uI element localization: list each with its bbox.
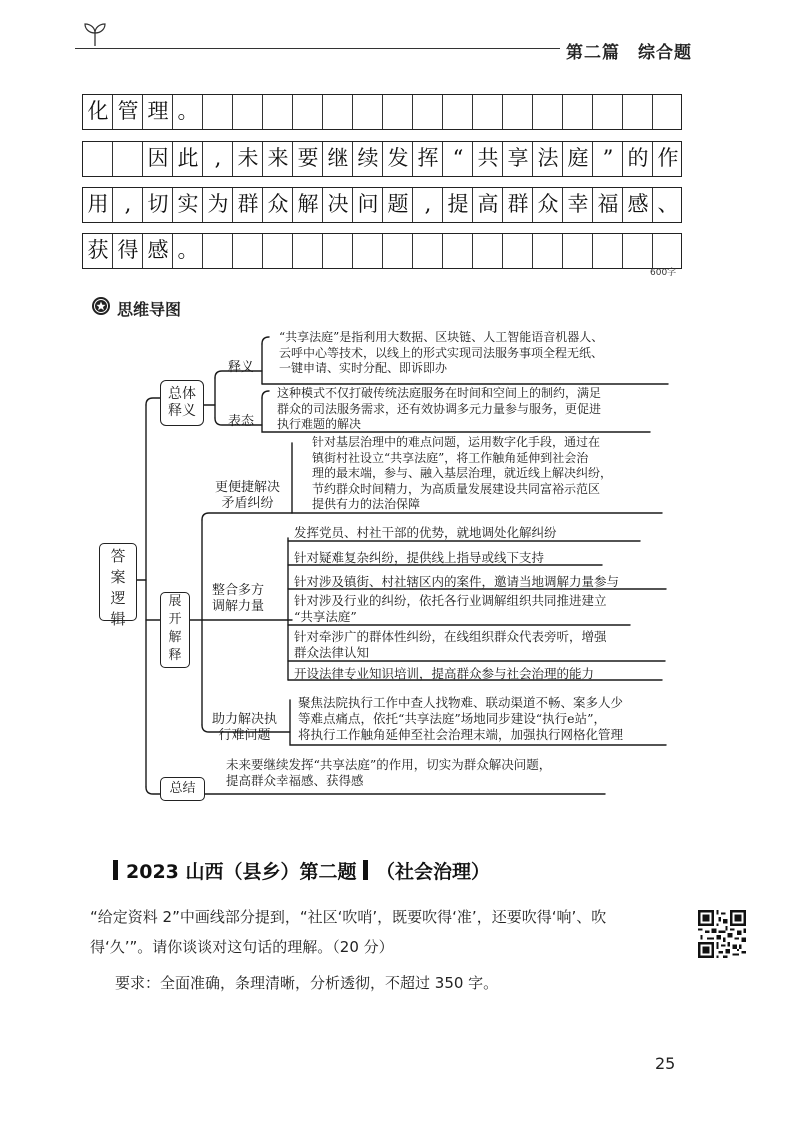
grid-char: 得 xyxy=(117,238,139,262)
grid-char: 解 xyxy=(297,192,319,216)
definition-label: 释义 xyxy=(228,360,255,375)
grid-char: 高 xyxy=(477,192,499,216)
question-prompt-line2: 得‘久’”。请你谈谈对这句话的理解。（20 分） xyxy=(90,938,394,956)
summary-label: 总结 xyxy=(169,781,196,796)
question-requirement: 要求：全面准确，条理清晰，分析透彻，不超过 350 字。 xyxy=(115,974,499,992)
grid-char: 作 xyxy=(657,146,679,170)
grid-char: 要 xyxy=(297,146,319,170)
grid-char: 继 xyxy=(327,146,349,170)
attitude-text: 这种模式不仅打破传统法庭服务在时间和空间上的制约，满足 群众的司法服务需求，还有效协调多元力量参与服务，更促进 执行难题的解决 xyxy=(277,386,602,431)
grid-char: 。 xyxy=(177,99,199,123)
grid-char: 化 xyxy=(87,99,109,123)
overview-label: 总体 释义 xyxy=(168,386,196,419)
grid-char: 众 xyxy=(537,192,559,216)
integrate-item: 针对疑难复杂纠纷，提供线上指导或线下支持 xyxy=(294,550,545,565)
grid-char: 因 xyxy=(147,146,169,170)
root-label: 答案逻辑 xyxy=(110,547,126,628)
grid-char: “ xyxy=(452,146,464,170)
title-bar-left xyxy=(113,860,118,880)
grid-char: 提 xyxy=(447,192,469,216)
summary-text: 未来要继续发挥“共享法庭”的作用，切实为群众解决问题， 提高群众幸福感、获得感 xyxy=(226,757,552,788)
grid-char: 未 xyxy=(237,146,259,170)
grid-char: 实 xyxy=(177,192,199,216)
grid-char: 幸 xyxy=(567,192,589,216)
summary-box xyxy=(160,777,205,801)
grid-char: 的 xyxy=(627,146,649,170)
section-title: 第二篇 综合题 xyxy=(566,43,692,63)
question-title xyxy=(126,857,357,884)
integrate-item: 针对涉及行业的纠纷，依托各行业调解组织共同推进建立 “共享法庭” xyxy=(294,593,607,624)
grid-char: , xyxy=(124,192,132,216)
definition-text: “共享法庭”是指利用大数据、区块链、人工智能语音机器人、 云呼中心等技术，以线上的形式实现司法服务事项全程无纸、 一键申请、实时分配、即诉即办 xyxy=(279,330,604,375)
mindmap-title: 思维导图 xyxy=(117,300,182,319)
grid-char: 理 xyxy=(147,99,169,123)
page-number: 25 xyxy=(655,1054,676,1073)
integrate-label: 整合多方 调解力量 xyxy=(212,583,265,614)
grid-char: 法 xyxy=(537,146,559,170)
grid-char: 用 xyxy=(87,192,109,216)
grid-char: 问 xyxy=(357,192,379,216)
execution-text: 聚焦法院执行工作中查人找物难、联动渠道不畅、案多人少 等难点痛点，依托“共享法庭”场地同步建设“执行e站”， 将执行工作触角延伸至社会治理末端，加强执行网格化管理 xyxy=(298,695,624,742)
attitude-label: 表态 xyxy=(228,414,255,429)
grid-char: 决 xyxy=(327,192,349,216)
grid-char: , xyxy=(424,192,432,216)
grid-char: 庭 xyxy=(567,146,589,170)
grid-char: 为 xyxy=(207,192,229,216)
expand-box xyxy=(160,592,190,668)
integrate-item: 针对牵涉广的群体性纠纷，在线组织群众代表旁听，增强 群众法律认知 xyxy=(294,629,607,660)
grid-char: 福 xyxy=(597,192,619,216)
grid-char: , xyxy=(214,146,222,170)
question-prompt-line1: “给定资料 2”中画线部分提到，“社区‘吹哨’，既要吹得‘准’，还要吹得‘响’、吹 xyxy=(90,908,607,926)
grid-char: 感 xyxy=(147,238,169,262)
grid-char: 众 xyxy=(267,192,289,216)
expand-label: 展开解释 xyxy=(168,594,182,663)
qr-code-icon[interactable] xyxy=(698,910,746,958)
overview-box xyxy=(160,380,204,426)
word-count: 600字 xyxy=(650,268,677,278)
grid-char: ” xyxy=(602,146,614,170)
conflict-label: 更便捷解决 矛盾纠纷 xyxy=(215,480,281,511)
question-tag: （社会治理） xyxy=(376,861,491,883)
grid-char: 群 xyxy=(237,192,259,216)
grid-char: 挥 xyxy=(417,146,439,170)
grid-char: 。 xyxy=(177,238,199,262)
title-bar-right xyxy=(363,860,368,880)
grid-char: 感 xyxy=(627,192,649,216)
execution-label: 助力解决执 行难问题 xyxy=(212,712,278,743)
grid-char: 续 xyxy=(357,146,379,170)
grid-char: 管 xyxy=(117,99,139,123)
grid-char: 来 xyxy=(267,146,289,170)
integrate-item: 针对涉及镇街、村社辖区内的案件，邀请当地调解力量参与 xyxy=(294,574,620,589)
conflict-text: 针对基层治理中的难点问题，运用数字化手段，通过在 镇街村社设立“共享法庭”，将工作触角延伸到社会治 理的最末端，参与、融入基层治理，就近线上解决纠纷， 节约群众时间精力，为高质量发展建设共同富裕示范区 提供有力的法治保障 xyxy=(312,435,613,511)
integrate-item: 开设法律专业知识培训，提高群众参与社会治理的能力 xyxy=(294,666,595,681)
root-box xyxy=(99,543,137,628)
grid-char: 群 xyxy=(507,192,529,216)
grid-char: 享 xyxy=(507,146,529,170)
grid-char: 共 xyxy=(477,146,499,170)
grid-char: 发 xyxy=(387,146,409,170)
integrate-item: 发挥党员、村社干部的优势，就地调处化解纠纷 xyxy=(294,525,557,540)
grid-char: 切 xyxy=(147,192,169,216)
question-title-text: 2023 山西（县乡）第二题 xyxy=(126,861,357,883)
grid-char: 题 xyxy=(387,192,409,216)
grid-char: 获 xyxy=(87,238,109,262)
grid-char: 此 xyxy=(177,146,199,170)
grid-char: 、 xyxy=(657,192,679,216)
